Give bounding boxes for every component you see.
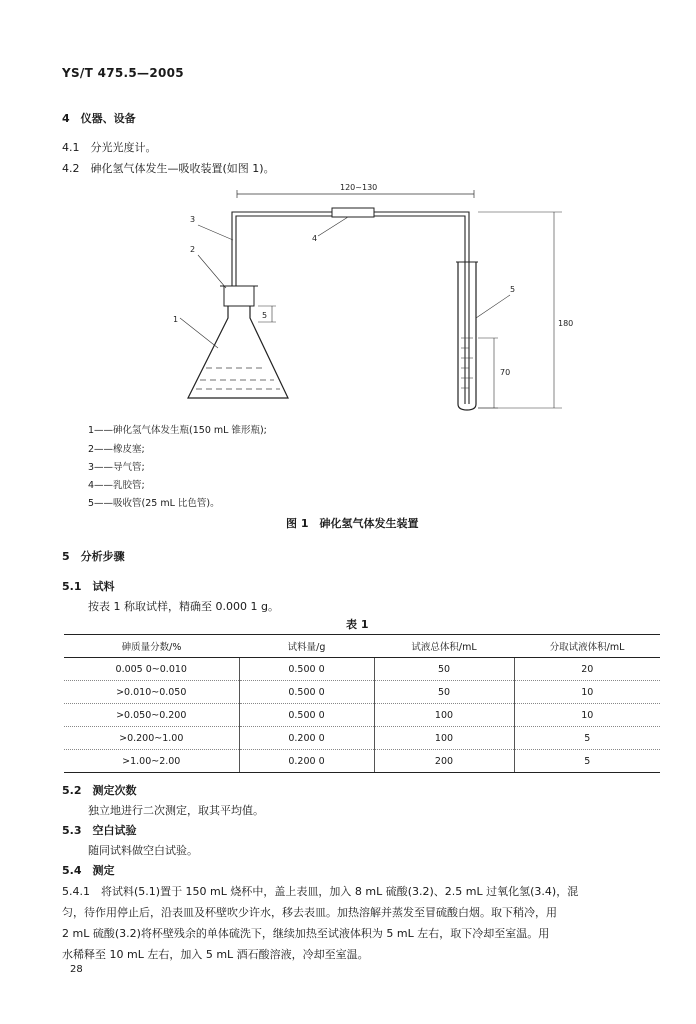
page-number: 28 [70, 964, 83, 975]
cell-sample-mass: 0.500 0 [239, 704, 374, 727]
cell-sample-mass: 0.500 0 [239, 658, 374, 681]
legend-item-5: 5——吸收管(25 mL 比色管)。 [88, 498, 220, 509]
section-5-2-heading: 5.2 测定次数 [62, 784, 137, 797]
sample-table [64, 634, 660, 773]
diagram-label-2: 2 [190, 245, 196, 254]
legend-item-4: 4——乳胶管; [88, 480, 145, 491]
cell-total-volume: 200 [374, 750, 514, 773]
dimension-70-text: 70 [500, 368, 511, 377]
cell-aliquot-volume: 5 [514, 727, 660, 750]
cell-mass-fraction: >0.010~0.050 [64, 681, 239, 704]
table-row [64, 681, 660, 704]
section-5-4-1-line-2: 匀，待作用停止后，沿表皿及杯壁吹少许水，移去表皿。加热溶解并蒸发至冒硫酸白烟。取下稍冷，用 [62, 906, 557, 919]
cell-sample-mass: 0.500 0 [239, 681, 374, 704]
col-header-sample-mass: 试料量/g [239, 635, 374, 658]
gas-delivery-tube [232, 212, 469, 404]
diagram-label-3: 3 [190, 215, 196, 224]
cell-total-volume: 50 [374, 658, 514, 681]
cell-total-volume: 100 [374, 727, 514, 750]
arsine-apparatus-diagram [150, 178, 590, 414]
label-leaders [180, 217, 510, 348]
figure-title: 图 1 砷化氢气体发生装置 [286, 517, 419, 530]
cell-aliquot-volume: 20 [514, 658, 660, 681]
cell-aliquot-volume: 5 [514, 750, 660, 773]
col-header-total-volume: 试液总体积/mL [374, 635, 514, 658]
section-4-heading: 4 仪器、设备 [62, 112, 136, 125]
cell-aliquot-volume: 10 [514, 681, 660, 704]
dimension-70 [478, 338, 498, 408]
cell-total-volume: 50 [374, 681, 514, 704]
dimension-5-text: 5 [262, 311, 268, 320]
section-4-1-text: 4.1 分光光度计。 [62, 141, 157, 154]
cell-aliquot-volume: 10 [514, 704, 660, 727]
legend-item-1: 1——砷化氢气体发生瓶(150 mL 锥形瓶); [88, 425, 267, 436]
section-5-1-heading: 5.1 试料 [62, 580, 115, 593]
table-header-row [64, 635, 660, 658]
cell-mass-fraction: >0.200~1.00 [64, 727, 239, 750]
section-5-2-text: 独立地进行二次测定，取其平均值。 [88, 804, 264, 817]
absorption-liquid-marks [461, 338, 473, 388]
section-5-4-1-line-3: 2 mL 硫酸(3.2)将杯壁残余的单体硫洗下，继续加热至试液体积为 5 mL 左右，取下冷却至室温。用 [62, 927, 550, 940]
cell-mass-fraction: 0.005 0~0.010 [64, 658, 239, 681]
col-header-aliquot-volume: 分取试液体积/mL [514, 635, 660, 658]
rubber-stopper [224, 286, 254, 306]
section-5-heading: 5 分析步骤 [62, 550, 125, 563]
table-row [64, 750, 660, 773]
section-5-4-heading: 5.4 测定 [62, 864, 115, 877]
table-row [64, 704, 660, 727]
table-row [64, 727, 660, 750]
dimension-180 [478, 212, 562, 408]
cell-mass-fraction: >1.00~2.00 [64, 750, 239, 773]
legend-item-3: 3——导气管; [88, 462, 145, 473]
cell-sample-mass: 0.200 0 [239, 727, 374, 750]
diagram-label-4: 4 [312, 234, 318, 243]
cell-sample-mass: 0.200 0 [239, 750, 374, 773]
section-5-4-1-line-4: 水稀释至 10 mL 左右，加入 5 mL 酒石酸溶液，冷却至室温。 [62, 948, 369, 961]
conical-flask [188, 306, 288, 398]
col-header-mass-fraction: 砷质量分数/% [64, 635, 239, 658]
latex-tube [332, 208, 374, 217]
standard-code: YS/T 475.5—2005 [62, 66, 184, 80]
flask-liquid-lines [196, 368, 280, 389]
cell-mass-fraction: >0.050~0.200 [64, 704, 239, 727]
cell-total-volume: 100 [374, 704, 514, 727]
dimension-top-text: 120~130 [340, 183, 378, 192]
legend-item-2: 2——橡皮塞; [88, 444, 145, 455]
diagram-label-5: 5 [510, 285, 516, 294]
table-row [64, 658, 660, 681]
dimension-180-text: 180 [558, 319, 574, 328]
section-4-2-text: 4.2 砷化氢气体发生—吸收装置(如图 1)。 [62, 162, 275, 175]
section-5-1-text: 按表 1 称取试样，精确至 0.000 1 g。 [88, 600, 279, 613]
section-5-3-heading: 5.3 空白试验 [62, 824, 137, 837]
section-5-3-text: 随同试料做空白试验。 [88, 844, 198, 857]
table-title: 表 1 [346, 618, 369, 631]
diagram-label-1: 1 [173, 315, 179, 324]
section-5-4-1-line-1: 5.4.1 将试料(5.1)置于 150 mL 烧杯中，盖上表皿，加入 8 mL 硫酸(3.2)、2.5 mL 过氧化氢(3.4)，混 [62, 885, 579, 898]
